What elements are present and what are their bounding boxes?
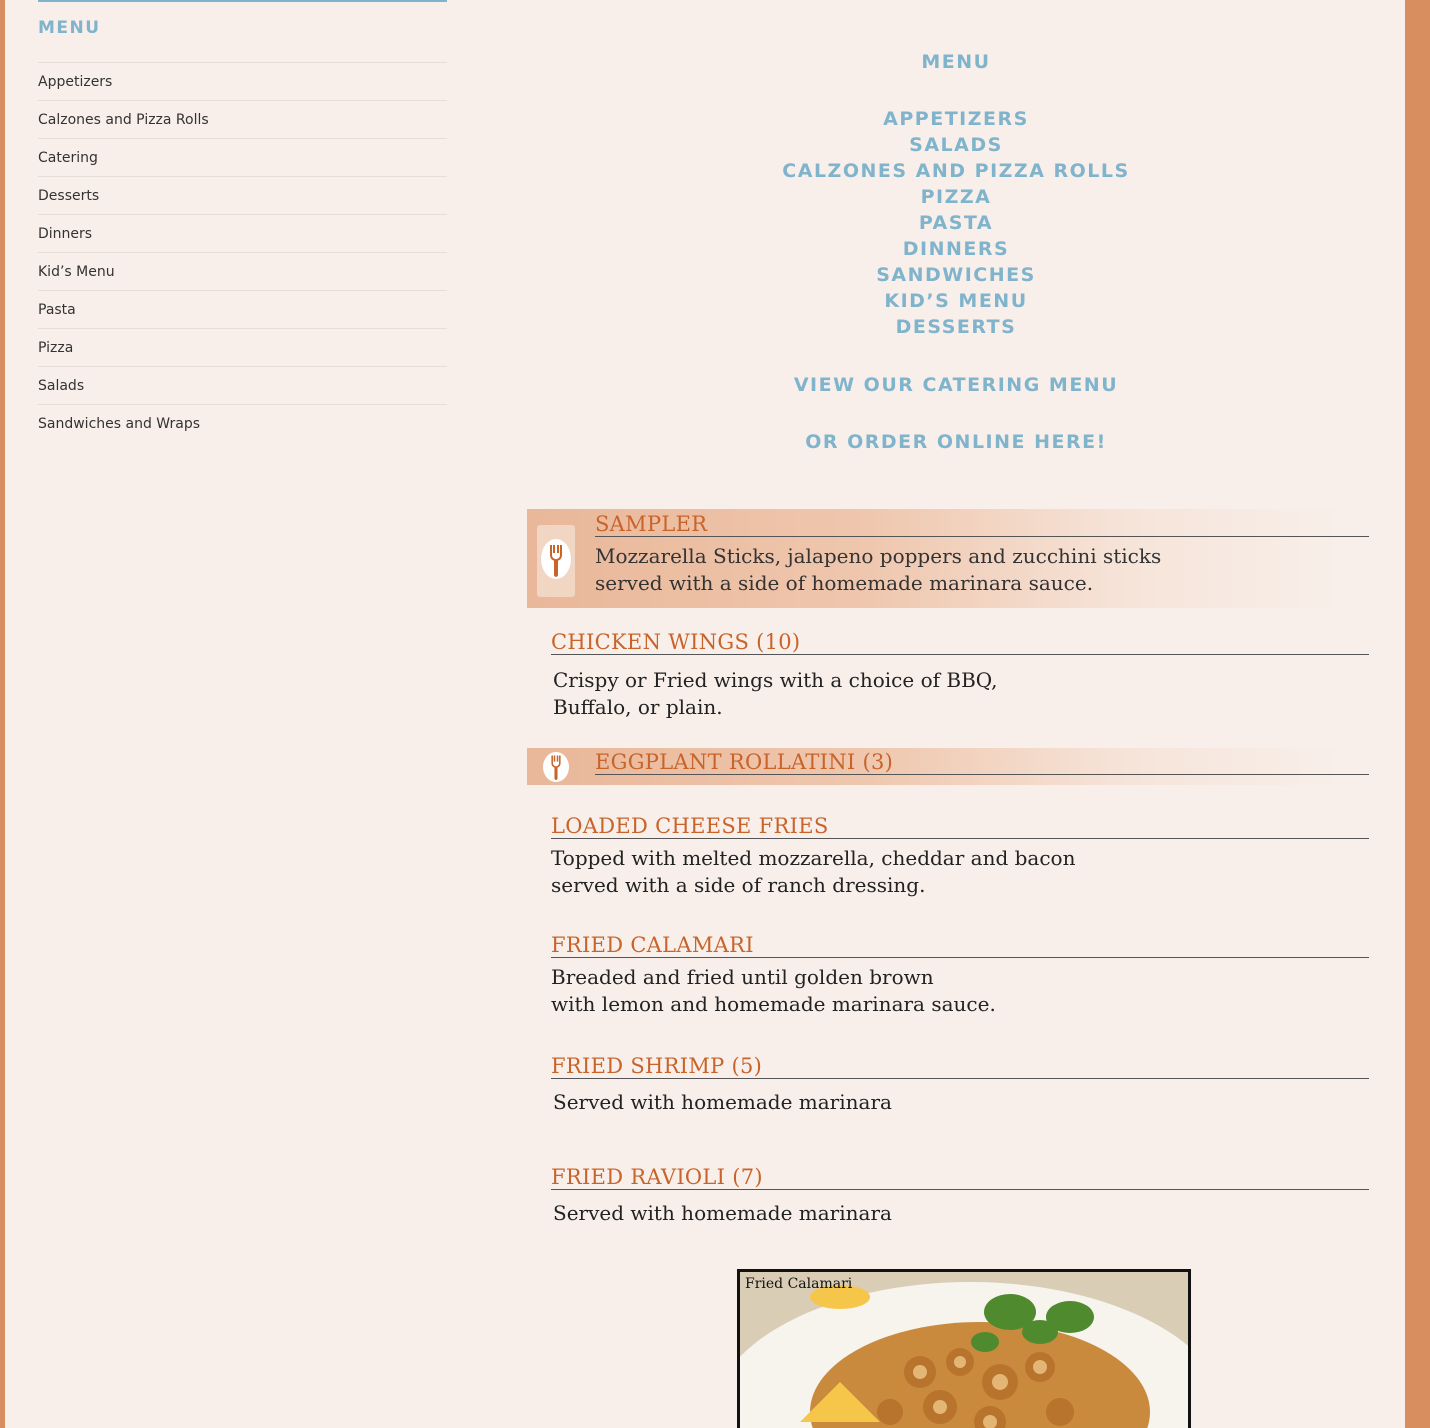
center-nav-title: MENU <box>921 51 991 73</box>
sidebar-item-dinners[interactable]: Dinners <box>38 215 447 253</box>
nav-link-pizza[interactable]: PIZZA <box>920 186 992 208</box>
sidebar-menu <box>38 62 447 442</box>
item-desc-line1: Mozzarella Sticks, jalapeno poppers and zucchini sticks <box>595 544 1162 568</box>
fork-icon <box>537 525 575 597</box>
item-name: FRIED RAVIOLI (7) <box>551 1165 1369 1190</box>
sidebar-item-appetizers[interactable]: Appetizers <box>38 63 447 101</box>
sidebar-top-line <box>38 0 447 2</box>
menu-item-fried-ravioli <box>527 1138 1385 1238</box>
sidebar-item-salads[interactable]: Salads <box>38 367 447 405</box>
catering-menu-link[interactable]: VIEW OUR CATERING MENU <box>793 374 1119 396</box>
menu-item-eggplant-rollatini <box>527 748 1385 785</box>
page <box>5 0 1405 1428</box>
sidebar-item-pizza[interactable]: Pizza <box>38 329 447 367</box>
fork-icon <box>537 750 575 784</box>
sidebar-item-kids-menu[interactable]: Kid’s Menu <box>38 253 447 291</box>
item-name: FRIED SHRIMP (5) <box>551 1054 1369 1079</box>
menu-items <box>527 509 1385 1292</box>
calamari-image <box>740 1272 1188 1428</box>
item-name: FRIED CALAMARI <box>551 933 1369 958</box>
nav-link-dinners[interactable]: DINNERS <box>902 238 1010 260</box>
nav-link-sandwiches[interactable]: SANDWICHES <box>876 264 1036 286</box>
item-desc-line1: Breaded and fried until golden brown <box>551 965 934 989</box>
item-desc-line1: Served with homemade marinara <box>553 1090 892 1114</box>
order-online-link[interactable]: OR ORDER ONLINE HERE! <box>805 431 1107 453</box>
item-name: EGGPLANT ROLLATINI (3) <box>595 750 1369 775</box>
menu-item-fried-shrimp <box>527 1027 1385 1138</box>
menu-item-sampler <box>527 509 1385 608</box>
center-nav <box>527 49 1385 455</box>
sidebar <box>38 0 447 442</box>
nav-link-calzones[interactable]: CALZONES AND PIZZA ROLLS <box>782 160 1130 182</box>
item-desc-line2: Buffalo, or plain. <box>553 695 723 719</box>
item-desc-line1: Served with homemade marinara <box>553 1201 892 1225</box>
item-name: CHICKEN WINGS (10) <box>551 630 1369 655</box>
menu-item-chicken-wings <box>527 608 1385 748</box>
menu-item-loaded-cheese-fries <box>527 785 1385 905</box>
sidebar-item-calzones[interactable]: Calzones and Pizza Rolls <box>38 101 447 139</box>
nav-link-appetizers[interactable]: APPETIZERS <box>883 108 1029 130</box>
main-content <box>527 0 1385 1292</box>
nav-link-salads[interactable]: SALADS <box>909 134 1003 156</box>
nav-link-kids-menu[interactable]: KID’S MENU <box>884 290 1028 312</box>
menu-item-fried-calamari <box>527 905 1385 1027</box>
sidebar-item-sandwiches[interactable]: Sandwiches and Wraps <box>38 415 201 432</box>
item-desc-line1: Crispy or Fried wings with a choice of BBQ, <box>553 668 998 692</box>
fried-calamari-photo <box>737 1269 1191 1428</box>
center-nav-links <box>527 106 1385 340</box>
nav-link-pasta[interactable]: PASTA <box>918 212 994 234</box>
sidebar-title: MENU <box>38 18 101 38</box>
item-name: LOADED CHEESE FRIES <box>551 814 1369 839</box>
item-name: SAMPLER <box>595 512 1369 537</box>
item-desc-line2: served with a side of homemade marinara sauce. <box>595 571 1094 595</box>
item-desc-line2: with lemon and homemade marinara sauce. <box>551 992 996 1016</box>
item-desc-line2: served with a side of ranch dressing. <box>551 873 926 897</box>
sidebar-item-pasta[interactable]: Pasta <box>38 291 447 329</box>
sidebar-item-desserts[interactable]: Desserts <box>38 177 447 215</box>
item-desc-line1: Topped with melted mozzarella, cheddar and bacon <box>551 846 1076 870</box>
sidebar-item-catering[interactable]: Catering <box>38 139 447 177</box>
nav-link-desserts[interactable]: DESSERTS <box>895 316 1017 338</box>
photo-caption: Fried Calamari <box>745 1276 853 1292</box>
